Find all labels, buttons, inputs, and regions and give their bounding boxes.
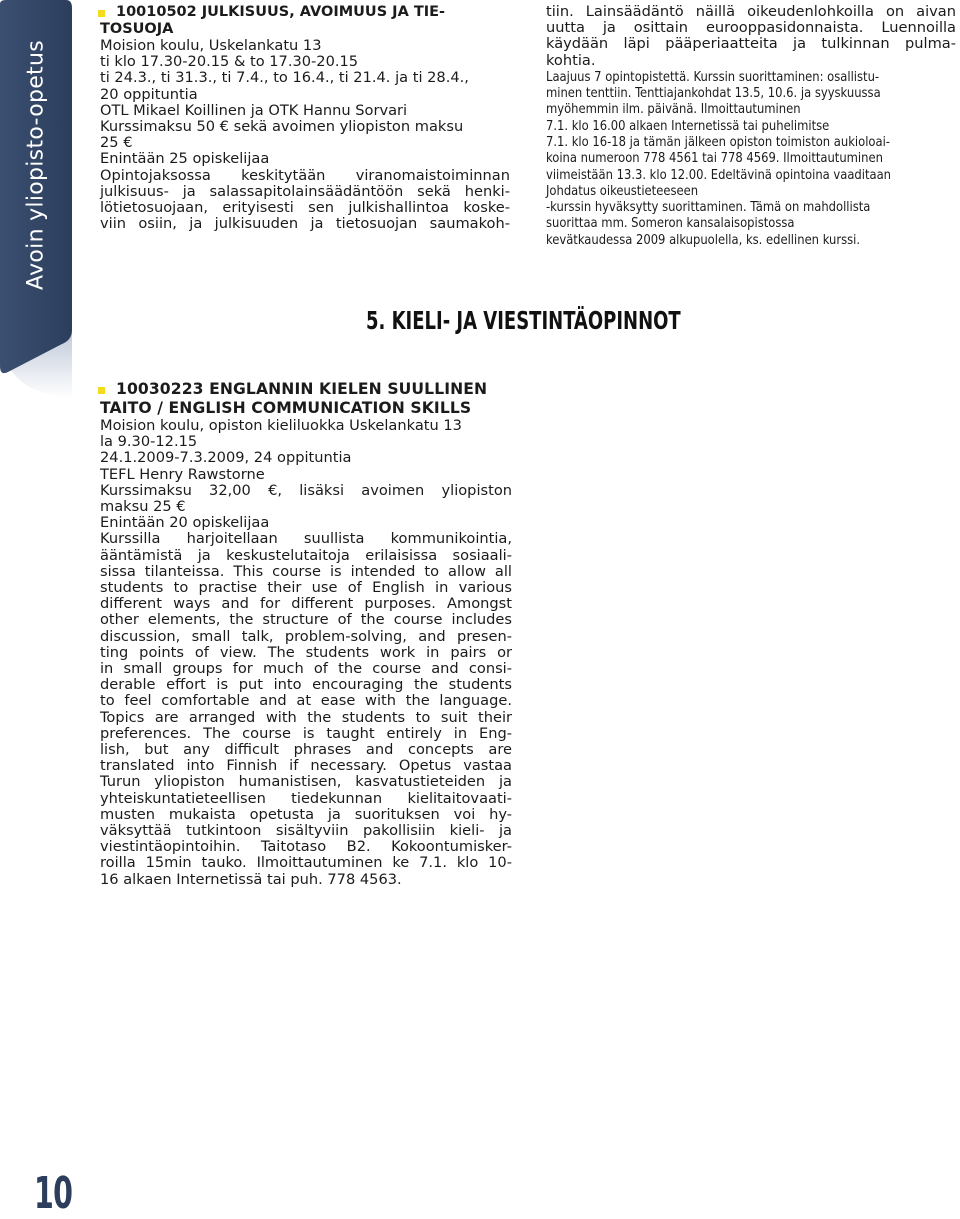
desc-line: Kurssilla harjoitellaan suullista kommunikointia,: [100, 530, 512, 548]
desc-line: musten mukaista opetusta ja suorituksen voi hy-: [100, 805, 512, 823]
desc-line: Topics are arranged with the students to suit their: [100, 708, 512, 726]
info-line: minen tenttiin. Tenttiajankohdat 13.5, 10.6. ja syyskuussa: [546, 86, 881, 102]
desc-line: lötietosuojaan, erityisesti sen julkishallintoa koske-: [100, 199, 510, 217]
desc-line: in small groups for much of the course and consi-: [100, 660, 512, 678]
detail-line: OTL Mikael Koillinen ja OTK Hannu Sorvari: [100, 101, 408, 119]
course-2-details: [100, 418, 512, 531]
desc-line: to feel comfortable and at ease with the language.: [100, 692, 512, 710]
course-1: [100, 4, 510, 232]
desc-line: kohtia.: [546, 51, 596, 69]
desc-line: väksyttää tutkintoon sisältyviin pakollisiin kieli- ja: [100, 822, 512, 840]
course-1-continued: [546, 4, 960, 249]
course-2: [100, 380, 512, 888]
desc-line: Turun yliopiston humanistisen, kasvatustieteiden ja: [100, 773, 512, 791]
info-line: koina numeroon 778 4561 tai 778 4569. Ilmoittautuminen: [546, 151, 883, 167]
course-1-title: 10010502 JULKISUUS, AVOIMUUS JA TIE- TOSUOJA: [100, 4, 446, 37]
info-line: 7.1. klo 16.00 alkaen Internetissä tai puhelimitse: [546, 118, 830, 134]
desc-line: students to practise their use of English in various: [100, 579, 512, 597]
course-2-description-end: [100, 872, 512, 888]
course-1-description: [100, 168, 510, 233]
desc-line: ääntämistä ja keskustelutaitoja erilaisissa sosiaali-: [100, 546, 512, 564]
info-line: myöhemmin ilm. päivänä. Ilmoittautuminen: [546, 102, 801, 118]
desc-line: roilla 15min tauko. Ilmoittautuminen ke 7.1. klo 10-: [100, 854, 512, 872]
desc-line: uutta ja osittain eurooppasidonnaista. Luennoilla: [546, 19, 956, 37]
info-line: -kurssin hyväksytty suorittaminen. Tämä on mahdollista: [546, 200, 871, 216]
detail-line: ti 24.3., ti 31.3., ti 7.4., to 16.4., ti 21.4. ja ti 28.4.,: [100, 69, 469, 87]
course-2-description: [100, 531, 512, 871]
desc-line: sissa tilanteissa. This course is intended to allow all: [100, 562, 512, 580]
detail-line: Moision koulu, opiston kieliluokka Uskelankatu 13: [100, 417, 462, 434]
desc-line: viestintäopintoihin. Taitotaso B2. Kokoontumisker-: [100, 838, 512, 856]
bullet-icon: [98, 10, 105, 17]
desc-line: preferences. The course is taught entirely in Eng-: [100, 724, 512, 742]
desc-line: käydään läpi pääperiaatteita ja tulkinnan pulma-: [546, 35, 956, 53]
desc-line: tiin. Lainsäädäntö näillä oikeudenlohkoilla on aivan: [546, 3, 956, 20]
info-line: 7.1. klo 16-18 ja tämän jälkeen opiston toimiston aukioloai-: [546, 135, 890, 150]
detail-line: Kurssimaksu 50 € sekä avoimen yliopiston maksu: [100, 118, 464, 136]
section-title: 5. KIELI- JA VIESTINTÄOPINNOT: [366, 306, 681, 335]
sidebar-label: Avoin yliopisto-opetus: [23, 40, 49, 290]
desc-line: other elements, the structure of the course includes: [100, 611, 512, 629]
desc-line: discussion, small talk, problem-solving, and presen-: [100, 627, 512, 645]
detail-line: ti klo 17.30-20.15 & to 17.30-20.15: [100, 53, 359, 71]
detail-line: maksu 25 €: [100, 498, 186, 516]
detail-line: Kurssimaksu 32,00 €, lisäksi avoimen yliopiston: [100, 481, 512, 499]
info-line: suorittaa mm. Someron kansalaisopistossa: [546, 216, 795, 232]
detail-line: 25 €: [100, 134, 133, 152]
desc-line: different ways and for different purposes. Amongst: [100, 595, 512, 613]
desc-line: derable effort is put into encouraging the students: [100, 676, 512, 694]
detail-line: 20 oppituntia: [100, 85, 198, 103]
course-2-title: 10030223 ENGLANNIN KIELEN SUULLINEN TAITO / ENGLISH COMMUNICATION SKILLS: [100, 380, 488, 417]
info-line: Laajuus 7 opintopistettä. Kurssin suorittaminen: osallistu-: [546, 69, 880, 85]
detail-line: TEFL Henry Rawstorne: [100, 465, 265, 483]
info-line: Johdatus oikeustieteeseen: [546, 183, 699, 199]
desc-line: translated into Finnish if necessary. Opetus vastaa: [100, 757, 512, 775]
course-1-practical-info: [546, 70, 955, 249]
detail-line: la 9.30-12.15: [100, 433, 198, 451]
page-number: 10: [34, 1168, 73, 1219]
desc-line: julkisuus- ja salassapitolainsäädäntöön sekä henki-: [100, 182, 510, 200]
desc-line: yhteiskuntatieteellisen tiedekunnan kielitaitovaati-: [100, 789, 512, 807]
detail-line: Enintään 25 opiskelijaa: [100, 150, 270, 168]
detail-line: 24.1.2009-7.3.2009, 24 oppituntia: [100, 449, 352, 467]
desc-line: lish, but any difficult phrases and concepts are: [100, 741, 512, 759]
detail-line: Moision koulu, Uskelankatu 13: [100, 37, 322, 54]
sidebar-tab: [0, 0, 72, 400]
info-line: viimeistään 13.3. klo 12.00. Edeltävinä opintoina vaaditaan: [546, 167, 892, 183]
desc-line: Opintojaksossa keskitytään viranomaistoiminnan: [100, 166, 510, 184]
course-1-details: [100, 38, 510, 168]
detail-line: Enintään 20 opiskelijaa: [100, 514, 270, 532]
course-1-desc-continued: [546, 4, 956, 69]
desc-line: 16 alkaen Internetissä tai puh. 778 4563.: [100, 870, 402, 888]
info-line: kevätkaudessa 2009 alkupuolella, ks. edellinen kurssi.: [546, 232, 861, 248]
desc-line: ting points of view. The students work in pairs or: [100, 643, 512, 661]
desc-line: viin osiin, ja julkisuuden ja tietosuojan saumakoh-: [100, 215, 510, 233]
bullet-icon: [98, 387, 105, 394]
